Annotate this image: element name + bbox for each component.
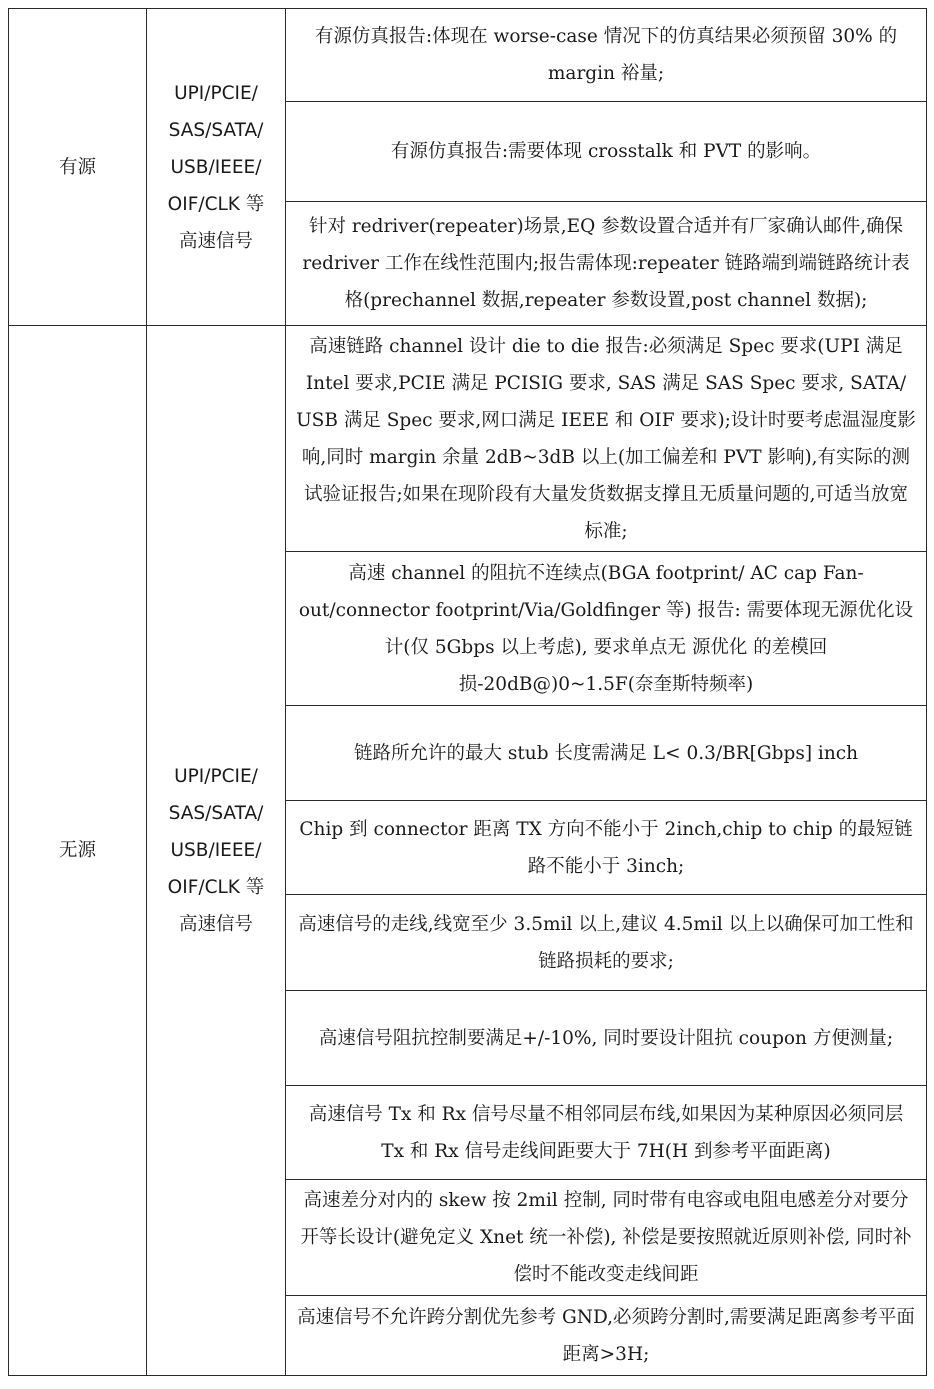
requirement-cell: 高速 channel 的阻抗不连续点(BGA footprint/ AC cap Fan-out/connector footprint/Via/Goldfinger 等) 报告: 需要体现无源优化设计(仅 5Gbps 以上考虑), 要求单点无 源优化 的差模回损-20dB@)0~1.5F(奈奎斯特频率)	[286, 552, 927, 706]
signal-types-cell-passive	[147, 326, 286, 1376]
signal-type-line: 高速信号	[178, 230, 253, 252]
signal-type-line: OIF/CLK 等	[167, 193, 265, 215]
signal-type-line: 高速信号	[178, 914, 253, 935]
requirement-cell: 高速差分对内的 skew 按 2mil 控制, 同时带有电容或电阻电感差分对要分开等长设计(避免定义 Xnet 统一补偿), 补偿是要按照就近原则补偿, 同时补偿时不能改变走线间距	[286, 1180, 927, 1296]
requirement-cell: 链路所允许的最大 stub 长度需满足 L< 0.3/BR[Gbps] inch	[286, 706, 927, 801]
requirement-cell: Chip 到 connector 距离 TX 方向不能小于 2inch,chip to chip 的最短链路不能小于 3inch;	[286, 801, 927, 895]
signal-type-line: USB/IEEE/	[170, 840, 262, 861]
signal-type-line: UPI/PCIE/	[174, 766, 258, 787]
requirement-cell: 有源仿真报告:需要体现 crosstalk 和 PVT 的影响。	[286, 102, 927, 202]
signal-type-line: SAS/SATA/	[168, 803, 264, 824]
signal-type-line: UPI/PCIE/	[174, 82, 258, 104]
signal-types-cell-active	[147, 9, 286, 326]
table-row	[9, 9, 927, 102]
requirement-cell: 高速信号阻抗控制要满足+/-10%, 同时要设计阻抗 coupon 方便测量;	[286, 991, 927, 1086]
requirement-cell: 高速信号不允许跨分割优先参考 GND,必须跨分割时,需要满足距离参考平面距离>3H;	[286, 1296, 927, 1376]
signal-type-line: OIF/CLK 等	[167, 877, 265, 898]
table-row	[9, 326, 927, 552]
category-cell-active: 有源	[9, 9, 147, 326]
requirement-cell: 有源仿真报告:体现在 worse-case 情况下的仿真结果必须预留 30% 的 margin 裕量;	[286, 9, 927, 102]
requirement-cell: 高速信号 Tx 和 Rx 信号尽量不相邻同层布线,如果因为某种原因必须同层 Tx 和 Rx 信号走线间距要大于 7H(H 到参考平面距离)	[286, 1086, 927, 1180]
requirement-cell: 针对 redriver(repeater)场景,EQ 参数设置合适并有厂家确认邮件,确保 redriver 工作在线性范围内;报告需体现:repeater 链路端到端链路统计表格(prechannel 数据,repeater 参数设置,post channel 数据);	[286, 202, 927, 326]
requirements-table	[8, 8, 927, 1376]
requirement-cell: 高速信号的走线,线宽至少 3.5mil 以上,建议 4.5mil 以上以确保可加工性和链路损耗的要求;	[286, 895, 927, 991]
signal-type-line: USB/IEEE/	[170, 156, 262, 178]
signal-type-line: SAS/SATA/	[168, 119, 264, 141]
category-cell-passive: 无源	[9, 326, 147, 1376]
requirement-cell: 高速链路 channel 设计 die to die 报告:必须满足 Spec 要求(UPI 满足 Intel 要求,PCIE 满足 PCISIG 要求, SAS 满足 SAS Spec 要求, SATA/ USB 满足 Spec 要求,网口满足 IEEE 和 OIF 要求);设计时要考虑温湿度影响,同时 margin 余量 2dB~3dB 以上(加工偏差和 PVT 影响),有实际的测试验证报告;如果在现阶段有大量发货数据支撑且无质量问题的,可适当放宽标准;	[286, 326, 927, 552]
